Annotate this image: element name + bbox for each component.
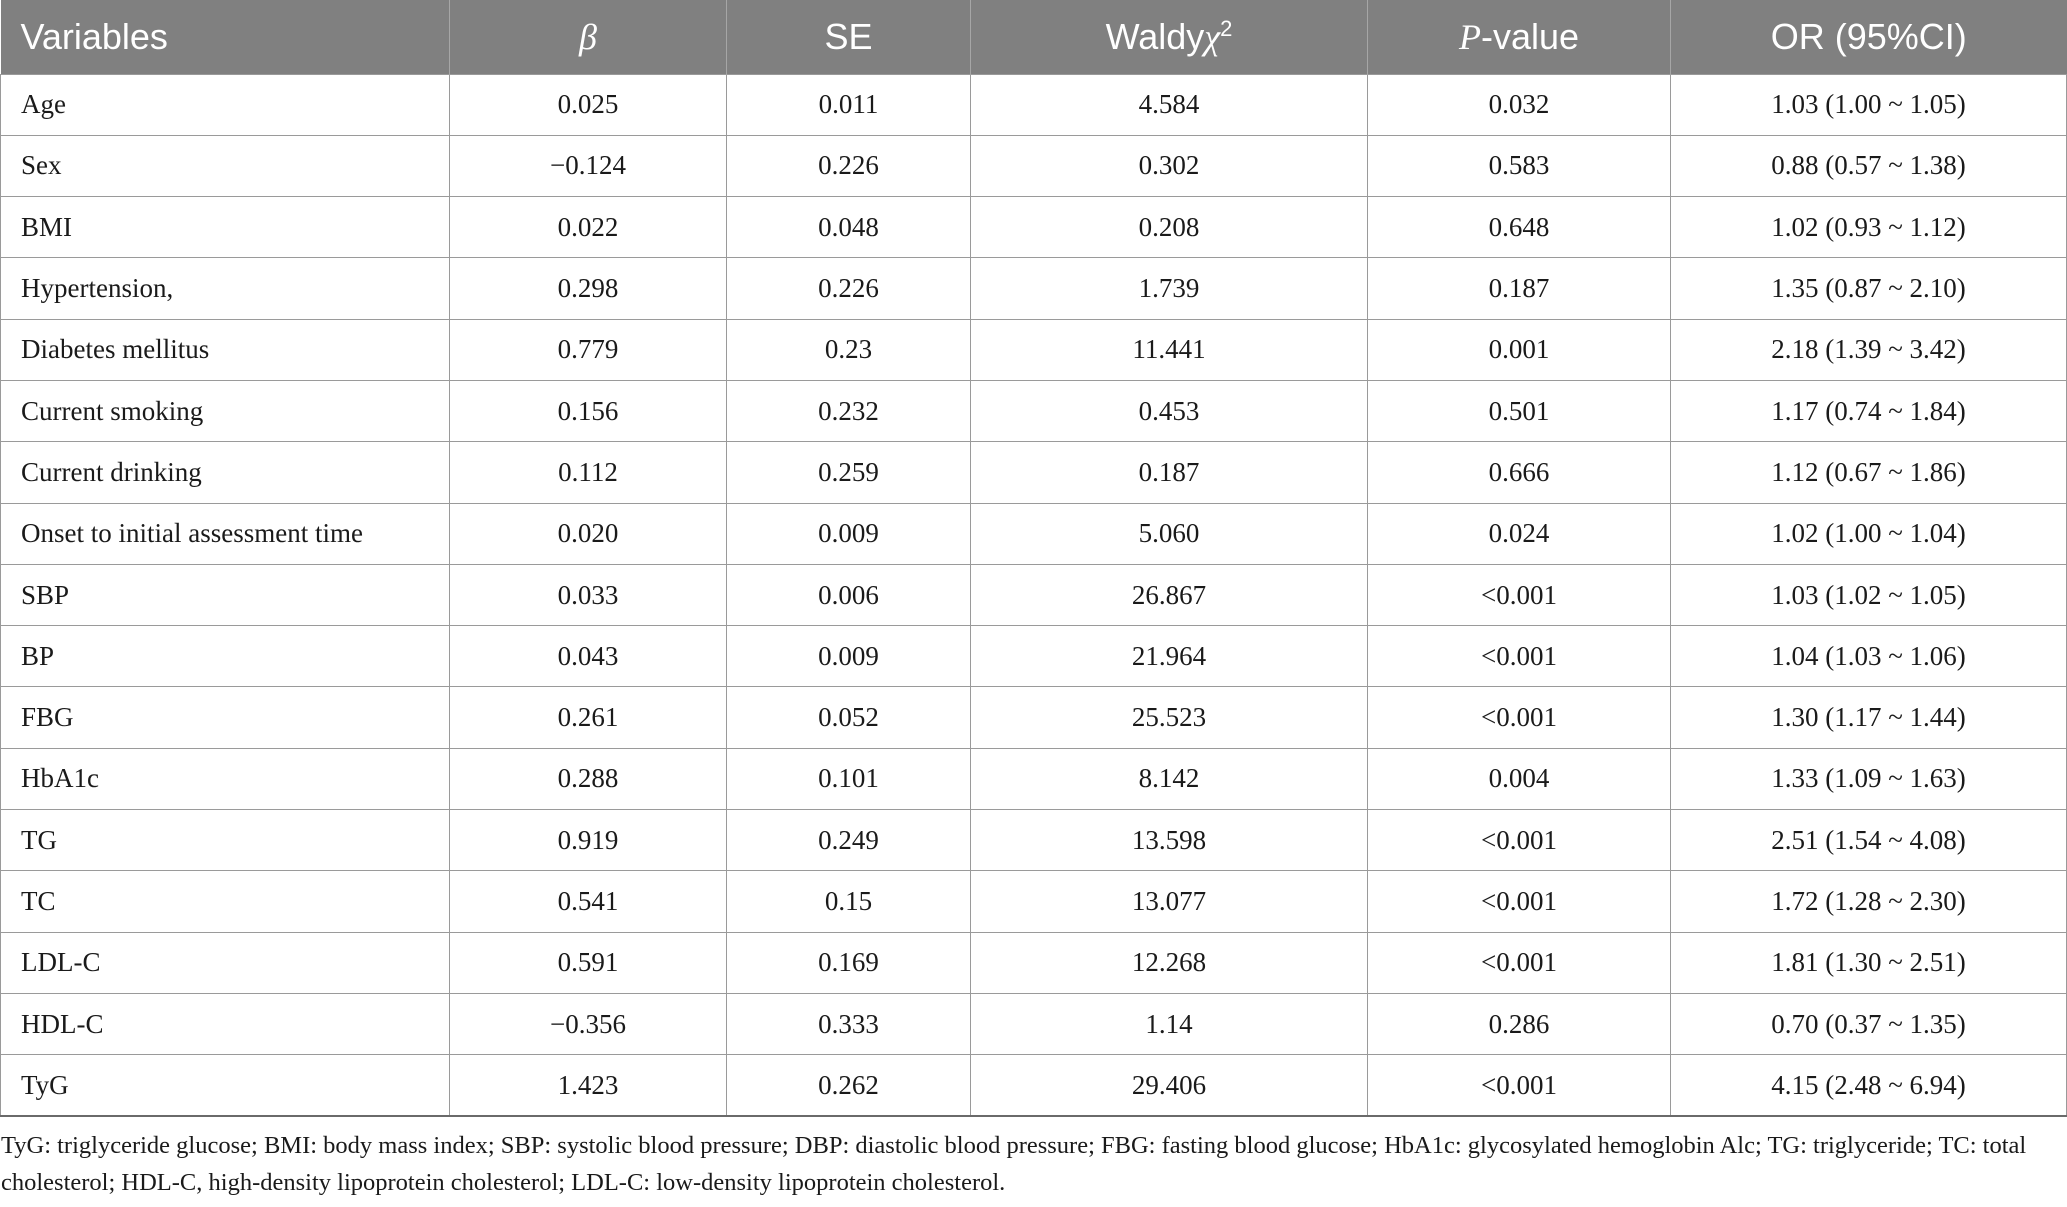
- cell-or: 1.35 (0.87 ~ 2.10): [1671, 258, 2067, 319]
- cell-se: 0.009: [727, 503, 971, 564]
- cell-variable: BMI: [1, 197, 450, 258]
- cell-or: 1.81 (1.30 ~ 2.51): [1671, 932, 2067, 993]
- cell-p: <0.001: [1368, 626, 1671, 687]
- cell-variable: BP: [1, 626, 450, 687]
- cell-p: 0.501: [1368, 380, 1671, 441]
- cell-wald: 0.187: [971, 442, 1368, 503]
- cell-wald: 4.584: [971, 74, 1368, 135]
- cell-wald: 26.867: [971, 564, 1368, 625]
- cell-or: 4.15 (2.48 ~ 6.94): [1671, 1055, 2067, 1116]
- cell-or: 0.88 (0.57 ~ 1.38): [1671, 135, 2067, 196]
- cell-p: 0.032: [1368, 74, 1671, 135]
- header-or: OR (95%CI): [1770, 15, 1967, 57]
- cell-or: 1.03 (1.00 ~ 1.05): [1671, 74, 2067, 135]
- table-row: [1, 993, 2067, 1054]
- table-row: [1, 932, 2067, 993]
- cell-wald: 21.964: [971, 626, 1368, 687]
- cell-beta: 0.020: [450, 503, 727, 564]
- cell-or: 1.02 (1.00 ~ 1.04): [1671, 503, 2067, 564]
- cell-variable: Current smoking: [1, 380, 450, 441]
- cell-variable: FBG: [1, 687, 450, 748]
- cell-wald: 1.14: [971, 993, 1368, 1054]
- cell-se: 0.006: [727, 564, 971, 625]
- table-row: [1, 1055, 2067, 1116]
- cell-se: 0.23: [727, 319, 971, 380]
- cell-p: <0.001: [1368, 871, 1671, 932]
- header-p-value: [1368, 0, 1671, 74]
- cell-se: 0.052: [727, 687, 971, 748]
- cell-or: 2.18 (1.39 ~ 3.42): [1671, 319, 2067, 380]
- table-row: [1, 442, 2067, 503]
- cell-beta: 0.033: [450, 564, 727, 625]
- cell-se: 0.048: [727, 197, 971, 258]
- cell-variable: Onset to initial assessment time: [1, 503, 450, 564]
- header-p-italic: P: [1458, 16, 1481, 57]
- cell-se: 0.226: [727, 258, 971, 319]
- cell-beta: 0.156: [450, 380, 727, 441]
- cell-se: 0.101: [727, 748, 971, 809]
- cell-variable: TyG: [1, 1055, 450, 1116]
- header-wald: [971, 0, 1368, 74]
- table-row: [1, 564, 2067, 625]
- cell-beta: −0.356: [450, 993, 727, 1054]
- cell-wald: 1.739: [971, 258, 1368, 319]
- cell-or: 1.12 (0.67 ~ 1.86): [1671, 442, 2067, 503]
- table-body: [1, 74, 2067, 1116]
- cell-variable: HbA1c: [1, 748, 450, 809]
- cell-beta: 0.043: [450, 626, 727, 687]
- cell-p: 0.666: [1368, 442, 1671, 503]
- cell-variable: Sex: [1, 135, 450, 196]
- cell-beta: 0.022: [450, 197, 727, 258]
- cell-se: 0.333: [727, 993, 971, 1054]
- table-row: [1, 687, 2067, 748]
- header-wald-sup: 2: [1220, 15, 1233, 41]
- cell-se: 0.169: [727, 932, 971, 993]
- table-row: [1, 135, 2067, 196]
- cell-p: <0.001: [1368, 687, 1671, 748]
- table-row: [1, 626, 2067, 687]
- cell-or: 2.51 (1.54 ~ 4.08): [1671, 810, 2067, 871]
- cell-wald: 13.077: [971, 871, 1368, 932]
- cell-beta: 1.423: [450, 1055, 727, 1116]
- header-se: SE: [727, 0, 971, 74]
- cell-beta: 0.025: [450, 74, 727, 135]
- cell-p: <0.001: [1368, 1055, 1671, 1116]
- header-row: [1, 0, 2067, 74]
- cell-or: 1.04 (1.03 ~ 1.06): [1671, 626, 2067, 687]
- cell-se: 0.259: [727, 442, 971, 503]
- cell-se: 0.226: [727, 135, 971, 196]
- table-row: [1, 871, 2067, 932]
- cell-beta: 0.541: [450, 871, 727, 932]
- cell-beta: 0.779: [450, 319, 727, 380]
- cell-variable: Current drinking: [1, 442, 450, 503]
- table-footnote: TyG: triglyceride glucose; BMI: body mass index; SBP: systolic blood pressure; DBP: diastolic blood pressure; FBG: fasting blood glucose; HbA1c: glycosylated hemoglobin Alc; TG: triglyceride; TC: total cholesterol; HDL-C, high-density lipoprotein cholesterol; LDL-C: low-density lipoprotein cholesterol.: [1, 1132, 2027, 1196]
- cell-wald: 0.453: [971, 380, 1368, 441]
- cell-se: 0.262: [727, 1055, 971, 1116]
- cell-wald: 0.302: [971, 135, 1368, 196]
- cell-se: 0.011: [727, 74, 971, 135]
- cell-beta: −0.124: [450, 135, 727, 196]
- cell-beta: 0.261: [450, 687, 727, 748]
- cell-variable: TC: [1, 871, 450, 932]
- cell-p: 0.187: [1368, 258, 1671, 319]
- header-wald-prefix: Waldy: [1105, 15, 1205, 57]
- cell-or: 1.17 (0.74 ~ 1.84): [1671, 380, 2067, 441]
- cell-wald: 0.208: [971, 197, 1368, 258]
- cell-p: <0.001: [1368, 810, 1671, 871]
- header-wald-chi: χ: [1204, 16, 1221, 57]
- cell-variable: Hypertension,: [1, 258, 450, 319]
- cell-p: 0.648: [1368, 197, 1671, 258]
- cell-wald: 11.441: [971, 319, 1368, 380]
- header-beta-symbol: β: [579, 16, 597, 57]
- cell-or: 1.03 (1.02 ~ 1.05): [1671, 564, 2067, 625]
- cell-or: 1.72 (1.28 ~ 2.30): [1671, 871, 2067, 932]
- cell-wald: 8.142: [971, 748, 1368, 809]
- cell-or: 1.02 (0.93 ~ 1.12): [1671, 197, 2067, 258]
- cell-variable: Age: [1, 74, 450, 135]
- table-row: [1, 319, 2067, 380]
- cell-se: 0.232: [727, 380, 971, 441]
- cell-se: 0.249: [727, 810, 971, 871]
- cell-or: 0.70 (0.37 ~ 1.35): [1671, 993, 2067, 1054]
- cell-beta: 0.591: [450, 932, 727, 993]
- table-header: [1, 0, 2067, 74]
- header-p-rest: -value: [1480, 15, 1580, 57]
- table-row: [1, 748, 2067, 809]
- header-variables: Variables: [1, 0, 450, 74]
- cell-or: 1.30 (1.17 ~ 1.44): [1671, 687, 2067, 748]
- cell-p: 0.001: [1368, 319, 1671, 380]
- cell-p: 0.583: [1368, 135, 1671, 196]
- cell-beta: 0.112: [450, 442, 727, 503]
- cell-p: 0.004: [1368, 748, 1671, 809]
- table-row: [1, 197, 2067, 258]
- cell-se: 0.15: [727, 871, 971, 932]
- header-beta: [450, 0, 727, 74]
- cell-variable: SBP: [1, 564, 450, 625]
- cell-variable: HDL-C: [1, 993, 450, 1054]
- cell-p: <0.001: [1368, 932, 1671, 993]
- cell-wald: 12.268: [971, 932, 1368, 993]
- cell-p: <0.001: [1368, 564, 1671, 625]
- table-row: [1, 810, 2067, 871]
- cell-beta: 0.288: [450, 748, 727, 809]
- cell-wald: 29.406: [971, 1055, 1368, 1116]
- table-row: [1, 258, 2067, 319]
- cell-wald: 13.598: [971, 810, 1368, 871]
- table-row: [1, 503, 2067, 564]
- cell-beta: 0.919: [450, 810, 727, 871]
- table-row: [1, 380, 2067, 441]
- cell-beta: 0.298: [450, 258, 727, 319]
- cell-variable: TG: [1, 810, 450, 871]
- cell-or: 1.33 (1.09 ~ 1.63): [1671, 748, 2067, 809]
- table-row: [1, 74, 2067, 135]
- cell-wald: 5.060: [971, 503, 1368, 564]
- cell-p: 0.286: [1368, 993, 1671, 1054]
- cell-wald: 25.523: [971, 687, 1368, 748]
- cell-p: 0.024: [1368, 503, 1671, 564]
- cell-variable: LDL-C: [1, 932, 450, 993]
- cell-variable: Diabetes mellitus: [1, 319, 450, 380]
- cell-se: 0.009: [727, 626, 971, 687]
